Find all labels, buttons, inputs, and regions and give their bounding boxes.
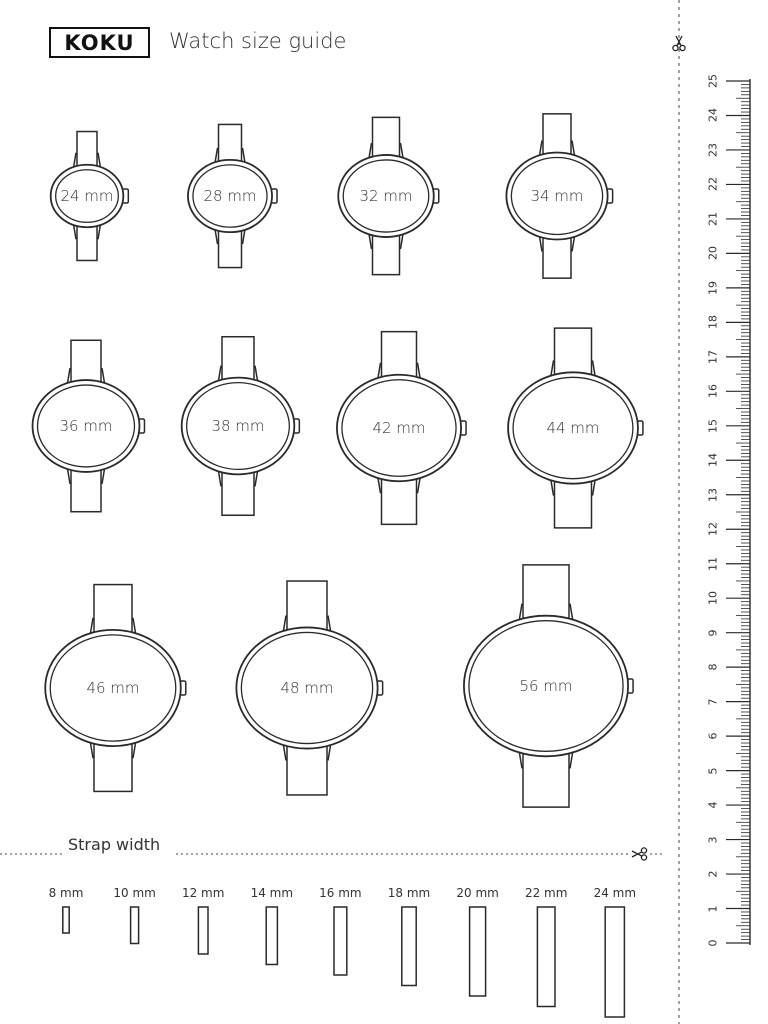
- ruler-label: 5: [706, 767, 720, 775]
- strap-sample-24: [605, 907, 624, 1017]
- watch-size-label: 36 mm: [59, 417, 113, 435]
- ruler-label: 3: [706, 836, 720, 844]
- ruler-label: 2: [706, 870, 720, 878]
- ruler-label: 18: [706, 315, 720, 330]
- strap-sample-14: [266, 907, 277, 965]
- watch-outlines: [33, 114, 643, 807]
- strap-width-label: 24 mm: [593, 886, 637, 900]
- ruler-label: 15: [706, 418, 720, 433]
- ruler-label: 10: [706, 591, 720, 606]
- ruler-label: 4: [706, 801, 720, 809]
- strap-sample-22: [537, 907, 555, 1007]
- ruler-label: 22: [706, 177, 720, 192]
- ruler-label: 17: [706, 349, 720, 364]
- scissors-icon: [632, 848, 647, 860]
- strap-outlines: [63, 907, 625, 1017]
- watch-size-label: 28 mm: [203, 187, 257, 205]
- ruler-label: 7: [706, 698, 720, 706]
- watch-size-label: 56 mm: [519, 677, 573, 695]
- watch-size-label: 24 mm: [60, 187, 114, 205]
- strap-width-label: 10 mm: [113, 886, 156, 900]
- ruler: [726, 79, 750, 945]
- ruler-label: 0: [706, 939, 720, 947]
- ruler-label: 11: [706, 556, 720, 571]
- watch-size-label: 34 mm: [530, 187, 584, 205]
- watch-size-label: 32 mm: [359, 187, 413, 205]
- watch-size-label: 44 mm: [546, 419, 600, 437]
- strap-width-label: 12 mm: [181, 886, 225, 900]
- ruler-label: 21: [706, 211, 720, 226]
- strap-sample-20: [470, 907, 486, 996]
- ruler-label: 23: [706, 142, 720, 157]
- ruler-label: 20: [706, 246, 720, 261]
- strap-width-label: 22 mm: [524, 886, 568, 900]
- watch-size-label: 42 mm: [372, 419, 426, 437]
- ruler-label: 1: [706, 905, 720, 913]
- strap-sample-18: [402, 907, 416, 986]
- ruler-label: 12: [706, 522, 720, 537]
- page-title: Watch size guide: [169, 29, 347, 53]
- ruler-label: 6: [706, 732, 720, 740]
- watch-size-label: 38 mm: [211, 417, 265, 435]
- ruler-label: 9: [706, 629, 720, 637]
- ruler-label: 19: [706, 280, 720, 295]
- ruler-label: 8: [706, 663, 720, 671]
- ruler-label: 25: [706, 74, 720, 88]
- ruler-label: 24: [706, 108, 720, 123]
- strap-width-label: 18 mm: [387, 886, 431, 900]
- strap-width-heading: Strap width: [68, 835, 161, 854]
- strap-width-label: 8 mm: [48, 886, 84, 900]
- watch-size-label: 48 mm: [280, 679, 334, 697]
- watch-size-label: 46 mm: [86, 679, 140, 697]
- strap-sample-10: [131, 907, 139, 944]
- strap-width-label: 20 mm: [456, 886, 499, 900]
- strap-sample-12: [198, 907, 208, 954]
- ruler-label: 16: [706, 384, 720, 399]
- strap-sample-16: [334, 907, 347, 975]
- ruler-label: 13: [706, 487, 720, 502]
- brand-logo: KOKU: [49, 27, 150, 58]
- strap-width-label: 16 mm: [319, 886, 362, 900]
- strap-width-label: 14 mm: [250, 886, 294, 900]
- ruler-label: 14: [706, 453, 720, 468]
- strap-sample-8: [63, 907, 69, 933]
